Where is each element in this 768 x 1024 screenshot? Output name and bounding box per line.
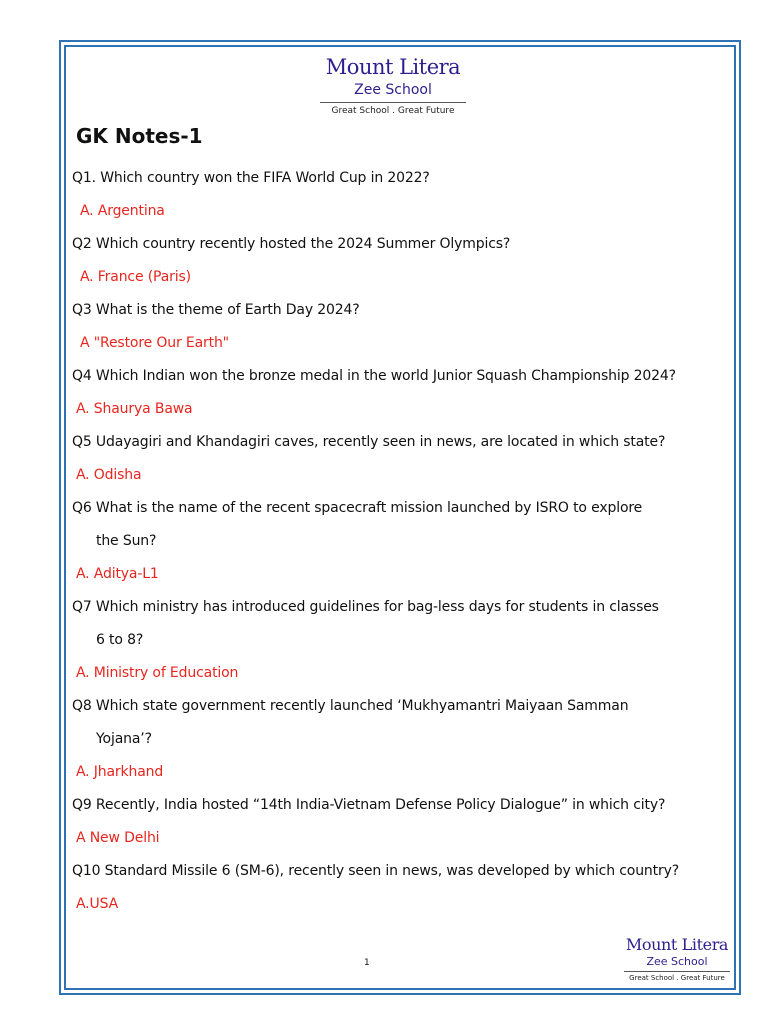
- answer-text: A. France (Paris): [80, 269, 191, 285]
- school-logo-footer: [624, 937, 730, 982]
- question-text-continued: the Sun?: [96, 533, 157, 549]
- question-text: Q6 What is the name of the recent spacecraft mission launched by ISRO to explore: [72, 500, 643, 516]
- answer-text: A. Jharkhand: [76, 764, 164, 780]
- question-text: Q9 Recently, India hosted “14th India-Vietnam Defense Policy Dialogue” in which city?: [72, 797, 666, 813]
- logo-subname: Zee School: [646, 955, 708, 968]
- answer-text: A "Restore Our Earth": [80, 335, 229, 351]
- answer-text: A New Delhi: [76, 830, 160, 846]
- answer-text: A. Argentina: [80, 203, 165, 219]
- logo-tagline: Great School . Great Future: [331, 106, 455, 116]
- question-text: Q1. Which country won the FIFA World Cup in 2022?: [72, 170, 430, 186]
- school-logo-header: [320, 57, 466, 116]
- answer-text: A. Ministry of Education: [76, 665, 239, 681]
- logo-name: Mount Litera: [325, 55, 461, 79]
- question-text: Q3 What is the theme of Earth Day 2024?: [72, 302, 360, 318]
- logo-divider: [624, 971, 730, 972]
- question-text-continued: 6 to 8?: [96, 632, 144, 648]
- answer-text: A. Odisha: [76, 467, 142, 483]
- question-text: Q4 Which Indian won the bronze medal in the world Junior Squash Championship 2024?: [72, 368, 676, 384]
- question-text: Q5 Udayagiri and Khandagiri caves, recently seen in news, are located in which state?: [72, 434, 666, 450]
- question-text: Q7 Which ministry has introduced guidelines for bag-less days for students in classes: [72, 599, 659, 615]
- logo-divider: [320, 102, 466, 103]
- page-number: 1: [364, 958, 370, 968]
- question-text: Q8 Which state government recently launched ‘Mukhyamantri Maiyaan Samman: [72, 698, 629, 714]
- answer-text: A.USA: [76, 896, 119, 912]
- answer-text: A. Shaurya Bawa: [76, 401, 193, 417]
- question-text: Q10 Standard Missile 6 (SM-6), recently seen in news, was developed by which country?: [72, 863, 680, 879]
- logo-tagline: Great School . Great Future: [629, 974, 725, 982]
- question-text: Q2 Which country recently hosted the 2024 Summer Olympics?: [72, 236, 511, 252]
- logo-name: Mount Litera: [625, 935, 729, 954]
- page-border-inner: [64, 45, 736, 990]
- logo-subname: Zee School: [354, 82, 432, 98]
- page-title: GK Notes-1: [76, 124, 203, 148]
- question-text-continued: Yojana’?: [96, 731, 152, 747]
- answer-text: A. Aditya-L1: [76, 566, 159, 582]
